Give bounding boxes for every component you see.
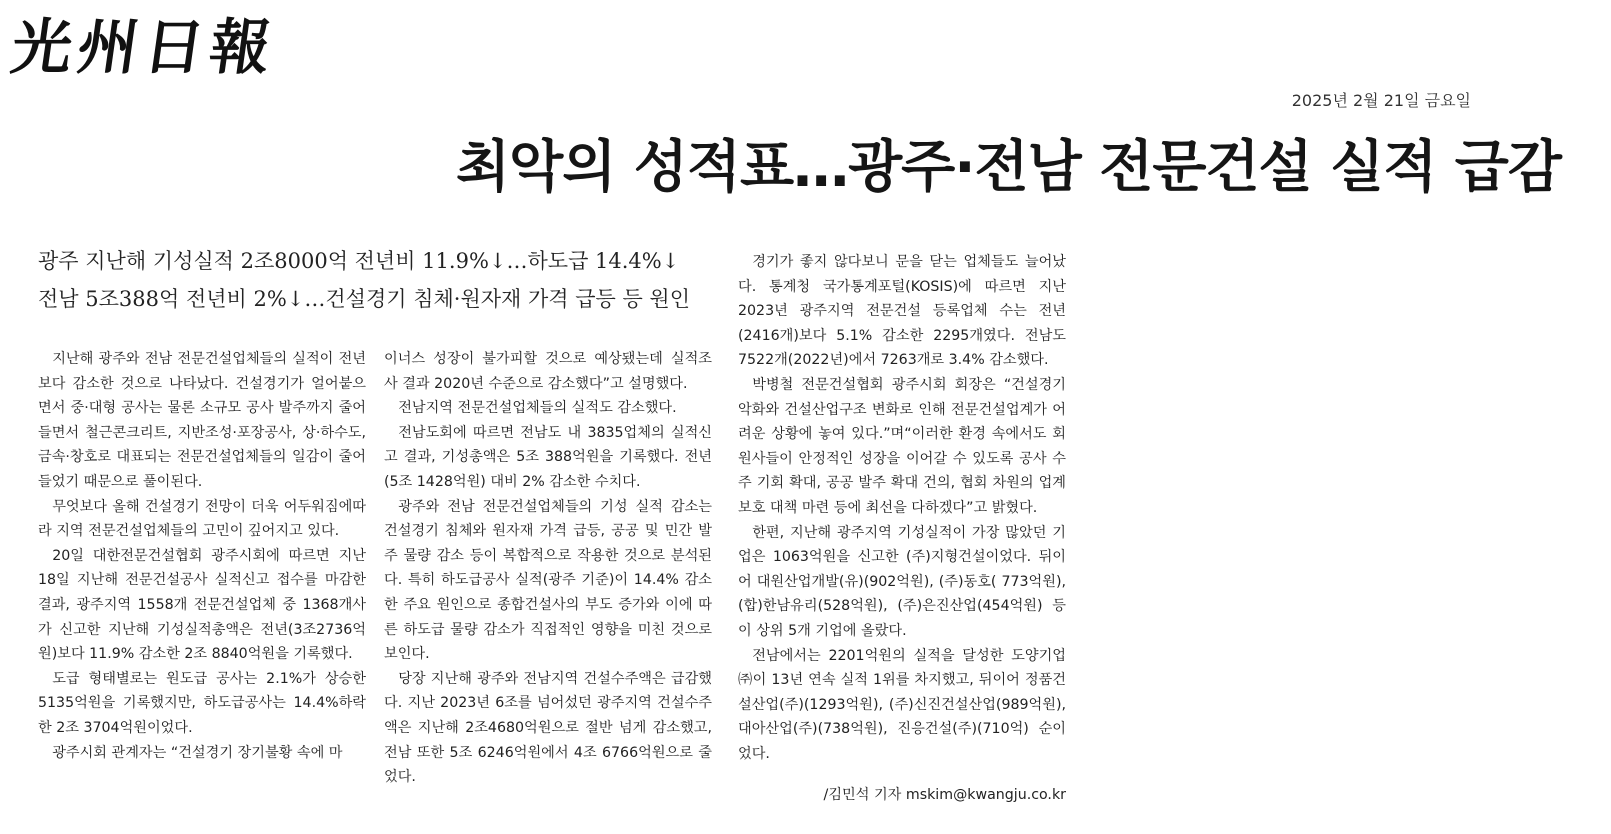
paragraph: 경기가 좋지 않다보니 문을 닫는 업체들도 늘어났다. 통계청 국가통계포털(KOSIS)에 따르면 지난 2023년 광주지역 전문건설 등록업체 수는 전년(2416개)보다 5.1% 감소한 2295개였다. 전남도 7522개(2022년)에서 7263개로 3.4% 감소했다.: [738, 254, 1066, 369]
paragraph: 전남에서는 2201억원의 실적을 달성한 도양기업㈜이 13년 연속 실적 1위를 차지했고, 뒤이어 정품건설산업(주)(1293억원), (주)신진건설산업(989억원), 대아산업(주)(738억원), 진응건설(주)(710억) 순이었다.: [738, 647, 1066, 762]
reporter-byline: /김민석 기자 mskim@kwangju.co.kr: [823, 787, 1066, 803]
paragraph: 지난해 광주와 전남 전문건설업체들의 실적이 전년보다 감소한 것으로 나타났다. 건설경기가 얼어붙으면서 중·대형 공사는 물론 소규모 공사 발주까지 줄어들면서 철근콘크리트, 지반조성·포장공사, 상·하수도, 금속·창호로 대표되는 전문건설업체들의 일감이 줄어들었기 때문으로 풀이된다.: [38, 351, 366, 490]
article-column-3: [738, 250, 1066, 766]
paragraph: 이너스 성장이 불가피할 것으로 예상됐는데 실적조 사 결과 2020년 수준으로 감소했다”고 설명했다.: [384, 351, 712, 392]
newspaper-masthead: 光州日報: [7, 13, 281, 83]
paragraph: 전남지역 전문건설업체들의 실적도 감소했다.: [398, 400, 677, 417]
subheadline-2: 전남 5조388억 전년비 2%↓…건설경기 침체·원자재 가격 급등 등 원인: [38, 287, 691, 311]
paragraph: 광주시회 관계자는 “건설경기 장기불황 속에 마: [52, 744, 343, 761]
paragraph: 도급 형태별로는 원도급 공사는 2.1%가 상승한 5135억원을 기록했지만, 하도급공사는 14.4%하락한 2조 3704억원이었다.: [38, 670, 366, 736]
paragraph: 당장 지난해 광주와 전남지역 건설수주액은 급감했다. 지난 2023년 6조를 넘어섰던 광주지역 건설수주액은 지난해 2조4680억원으로 절반 넘게 감소했고, 전남 또한 5조 6246억원에서 4조 6766억원으로 줄었다.: [384, 670, 712, 786]
article-column-2: [384, 347, 712, 790]
subheadline-block: [38, 242, 718, 318]
publication-date: 2025년 2월 21일 금요일: [1291, 91, 1471, 110]
paragraph: 박병철 전문건설협회 광주시회 회장은 “건설경기 악화와 건설산업구조 변화로 인해 전문건설업계가 어려운 상황에 놓여 있다.”며“이러한 환경 속에서도 회원사들이 안정적인 성장을 이어갈 수 있도록 공사 수주 기회 확대, 공공 발주 확대 건의, 협회 차원의 업계 보호 대책 마련 등에 최선을 다하겠다”고 밝혔다.: [738, 376, 1066, 516]
paragraph: 한편, 지난해 광주지역 기성실적이 가장 많았던 기업은 1063억원을 신고한 (주)지형건설이었다. 뒤이어 대원산업개발(유)(902억원), (주)동호( 773억원), (합)한남유리(528억원), (주)은진산업(454억원) 등이 상위 5개 기업에 올랐다.: [738, 524, 1066, 639]
paragraph: 무엇보다 올해 건설경기 전망이 더욱 어두워짐에따라 지역 전문건설업체들의 고민이 깊어지고 있다.: [38, 498, 366, 540]
paragraph: 전남도회에 따르면 전남도 내 3835업체의 실적신고 결과, 기성총액은 5조 388억원을 기록했다. 전년(5조 1428억원) 대비 2% 감소한 수치다.: [384, 424, 712, 490]
paragraph: 20일 대한전문건설협회 광주시회에 따르면 지난 18일 지난해 전문건설공사 실적신고 접수를 마감한 결과, 광주지역 1558개 전문건설업체 중 1368개사가 신고한 지난해 기성실적총액은 전년(3조2736억원)보다 11.9% 감소한 2조 8840억원을 기록했다.: [38, 547, 366, 663]
article-column-1: [38, 347, 366, 765]
article-headline: 최악의 성적표…광주·전남 전문건설 실적 급감: [456, 135, 1561, 200]
subheadline-1: 광주 지난해 기성실적 2조8000억 전년비 11.9%↓…하도급 14.4%↓: [38, 249, 680, 273]
paragraph: 광주와 전남 전문건설업체들의 기성 실적 감소는 건설경기 침체와 원자재 가격 급등, 공공 및 민간 발주 물량 감소 등이 복합적으로 작용한 것으로 분석된다. 특히 하도급공사 실적(광주 기준)이 14.4% 감소한 주요 원인으로 종합건설사의 부도 증가와 이에 따른 하도급 물량 감소가 직접적인 영향을 미친 것으로 보인다.: [384, 498, 712, 663]
